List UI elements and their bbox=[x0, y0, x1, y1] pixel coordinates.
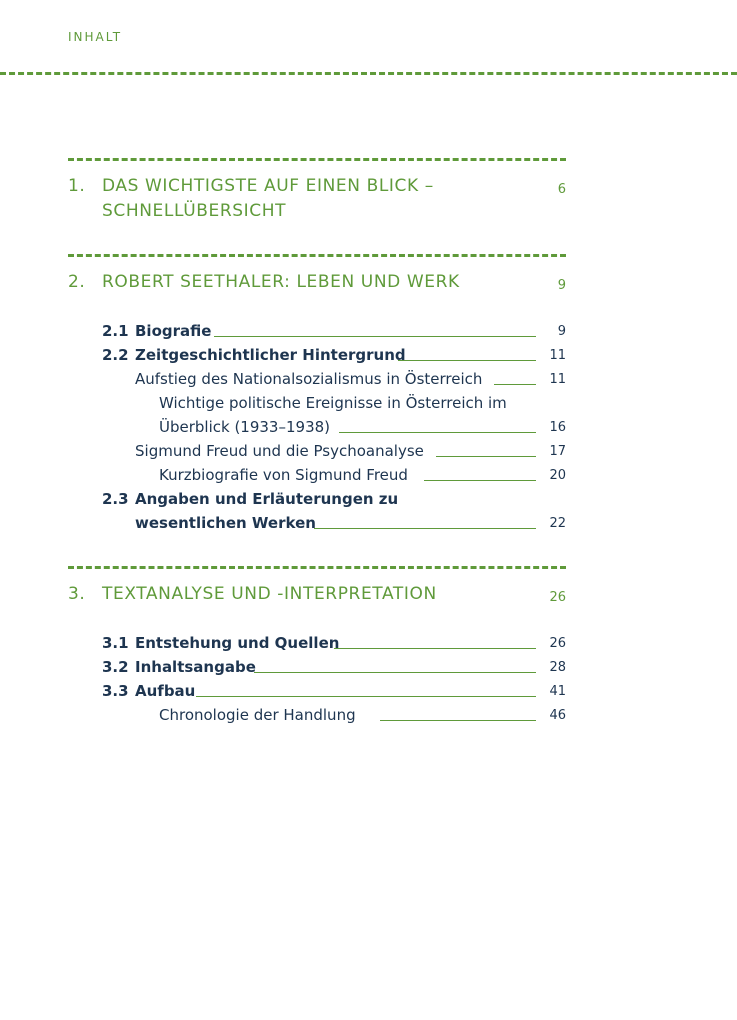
header-divider bbox=[0, 72, 737, 75]
page-number: 11 bbox=[549, 348, 566, 363]
subsubsection-title: Chronologie der Handlung bbox=[159, 706, 356, 724]
toc-entry-2-1[interactable] bbox=[68, 320, 566, 342]
section-number: 2.2 bbox=[102, 346, 129, 364]
dot-leader bbox=[196, 696, 536, 697]
toc-entry-3-1[interactable] bbox=[68, 632, 566, 654]
dot-leader bbox=[339, 432, 536, 433]
page-number: 46 bbox=[549, 708, 566, 723]
chapter-1[interactable] bbox=[68, 174, 566, 224]
section-title-line2: wesentlichen Werken bbox=[135, 514, 316, 532]
dot-leader bbox=[334, 648, 536, 649]
chapter-divider bbox=[68, 566, 566, 569]
section-number: 2.1 bbox=[102, 322, 129, 340]
chapter-title: TEXTANALYSE UND -INTERPRETATION bbox=[102, 584, 437, 604]
section-title: Zeitgeschichtlicher Hintergrund bbox=[135, 346, 406, 364]
chapter-divider bbox=[68, 254, 566, 257]
page-number: 41 bbox=[549, 684, 566, 699]
chapter-title: DAS WICHTIGSTE AUF EINEN BLICK – SCHNELLÜBERSICHT bbox=[102, 176, 434, 221]
chapter-number: 3. bbox=[68, 584, 86, 604]
dot-leader bbox=[380, 720, 536, 721]
toc-entry-subsubsection[interactable] bbox=[68, 464, 566, 486]
toc-entry-subsection[interactable] bbox=[68, 368, 566, 390]
page-number: 16 bbox=[549, 420, 566, 435]
section-number: 3.3 bbox=[102, 682, 129, 700]
section-title: Inhaltsangabe bbox=[135, 658, 256, 676]
chapter-3[interactable] bbox=[68, 582, 566, 607]
toc-entry-subsubsection[interactable] bbox=[68, 704, 566, 726]
toc-entry-subsubsection[interactable] bbox=[68, 392, 566, 438]
chapter-title: ROBERT SEETHALER: LEBEN UND WERK bbox=[102, 272, 460, 292]
subsubsection-title: Kurzbiografie von Sigmund Freud bbox=[159, 466, 408, 484]
dot-leader bbox=[254, 672, 536, 673]
chapter-divider bbox=[68, 158, 566, 161]
chapter-page-number: 9 bbox=[557, 278, 566, 293]
subsubsection-title-line2: Überblick (1933–1938) bbox=[159, 418, 331, 436]
toc-entry-2-3[interactable] bbox=[68, 488, 566, 534]
page-number: 26 bbox=[549, 636, 566, 651]
subsection-title: Aufstieg des Nationalsozialismus in Österreich bbox=[135, 370, 483, 388]
section-number: 3.1 bbox=[102, 634, 129, 652]
section-title: Aufbau bbox=[135, 682, 196, 700]
subsubsection-title-line1: Wichtige politische Ereignisse in Österreich im bbox=[159, 394, 507, 412]
section-title-line1: Angaben und Erläuterungen zu bbox=[135, 490, 399, 508]
dot-leader bbox=[424, 480, 536, 481]
section-number: 3.2 bbox=[102, 658, 129, 676]
chapter-number: 2. bbox=[68, 272, 86, 292]
dot-leader bbox=[214, 336, 536, 337]
page-number: 22 bbox=[549, 516, 566, 531]
chapter-page-number: 26 bbox=[549, 590, 566, 605]
chapter-number: 1. bbox=[68, 176, 86, 196]
section-number: 2.3 bbox=[102, 490, 129, 508]
chapter-page-number: 6 bbox=[557, 182, 566, 197]
page-number: 17 bbox=[549, 444, 566, 459]
running-header: INHALT bbox=[68, 30, 123, 44]
page-number: 11 bbox=[549, 372, 566, 387]
section-title: Entstehung und Quellen bbox=[135, 634, 340, 652]
dot-leader bbox=[314, 528, 536, 529]
dot-leader bbox=[398, 360, 536, 361]
chapter-2[interactable] bbox=[68, 270, 566, 295]
page-number: 28 bbox=[549, 660, 566, 675]
toc-entry-3-2[interactable] bbox=[68, 656, 566, 678]
dot-leader bbox=[436, 456, 536, 457]
toc-entry-3-3[interactable] bbox=[68, 680, 566, 702]
toc-entry-subsection[interactable] bbox=[68, 440, 566, 462]
page-number: 9 bbox=[557, 324, 566, 339]
section-title: Biografie bbox=[135, 322, 212, 340]
dot-leader bbox=[494, 384, 536, 385]
toc-entry-2-2[interactable] bbox=[68, 344, 566, 366]
page-number: 20 bbox=[549, 468, 566, 483]
subsection-title: Sigmund Freud und die Psychoanalyse bbox=[135, 442, 424, 460]
